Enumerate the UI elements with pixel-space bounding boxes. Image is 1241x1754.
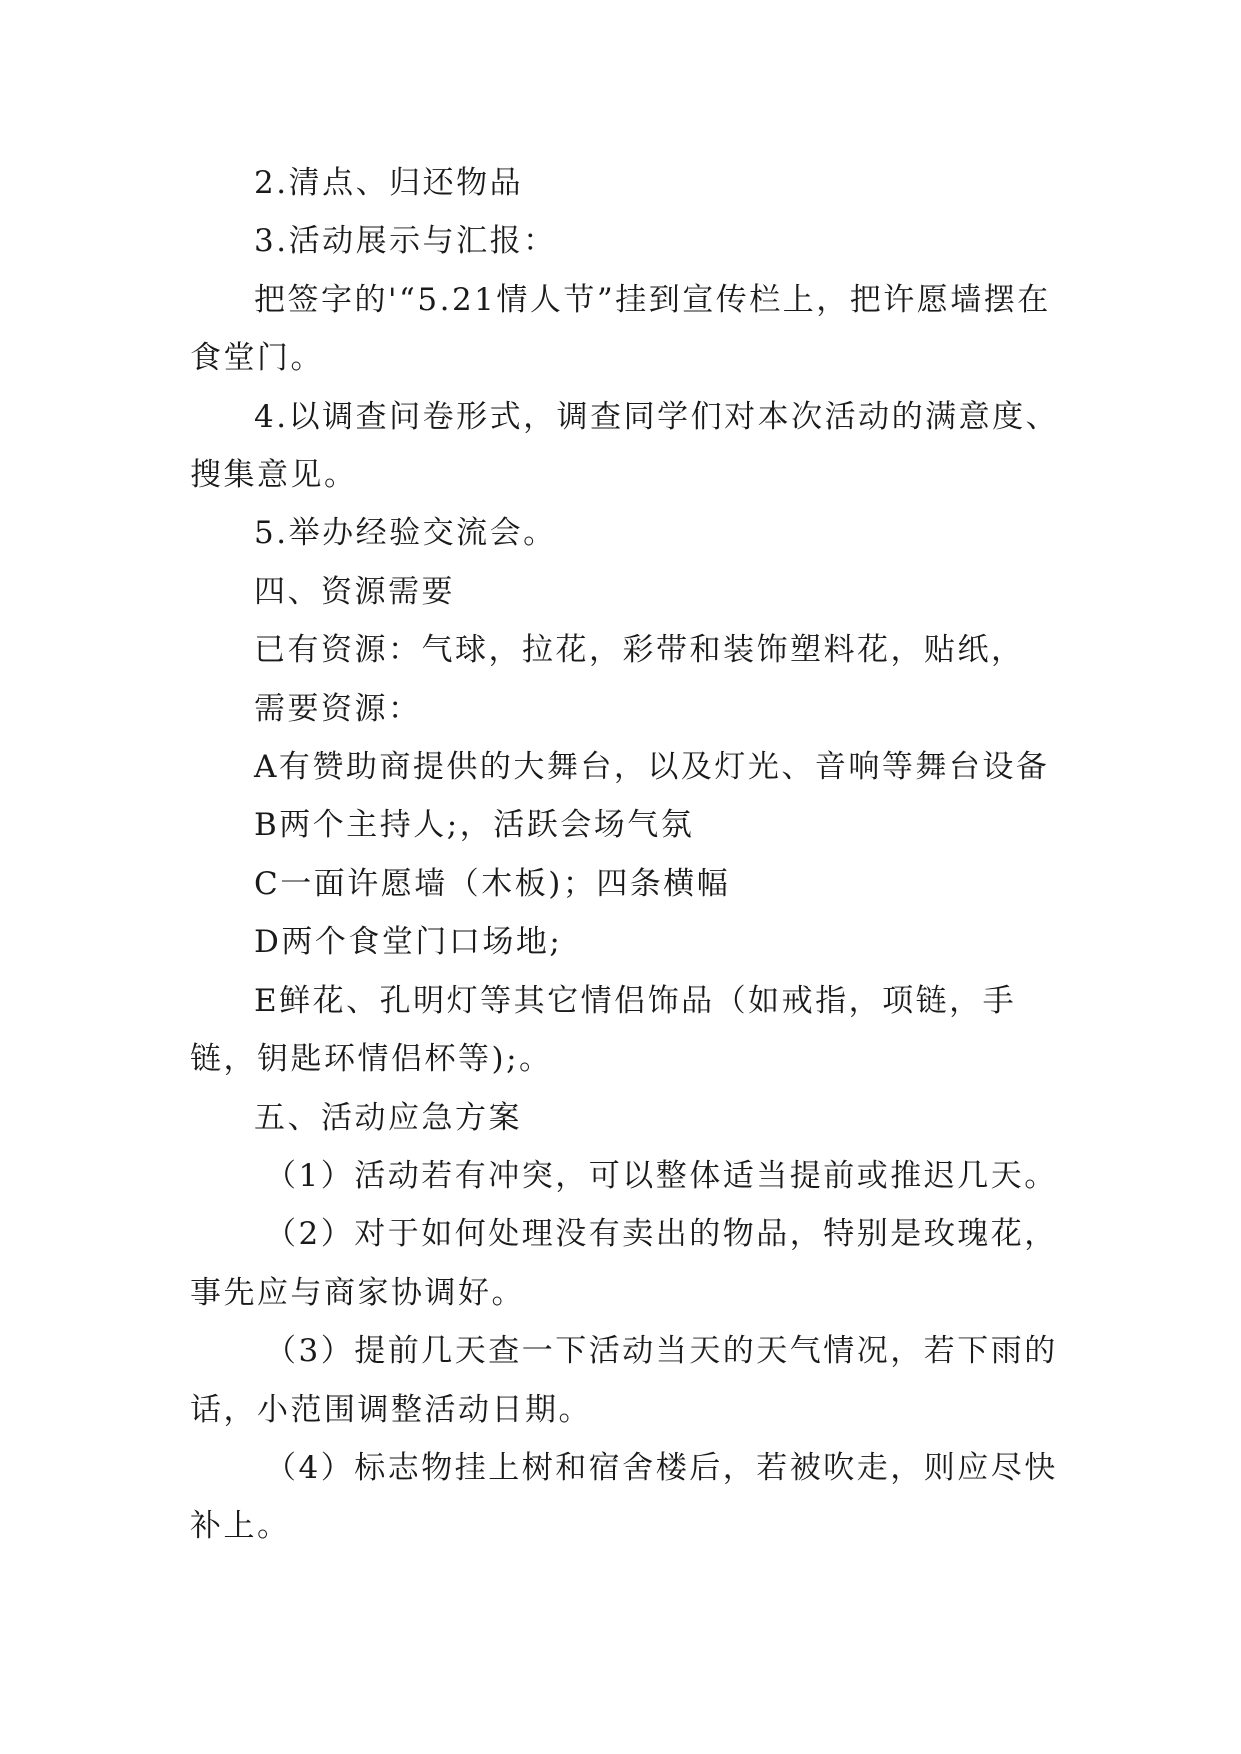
- emergency-item-2: （2）对于如何处理没有卖出的物品，特别是玫瑰花，事先应与商家协调好。: [190, 1216, 1058, 1311]
- resource-item-e: E鲜花、孔明灯等其它情侣饰品（如戒指，项链，手链，钥匙环情侣杯等);。: [190, 982, 1017, 1078]
- resource-item-c: C一面许愿墙（木板)；四条横幅: [254, 865, 731, 902]
- resource-item-b: B两个主持人;，活跃会场气氛: [254, 807, 695, 844]
- emergency-item-4: （4）标志物挂上树和宿舍楼后，若被吹走，则应尽快补上。: [190, 1449, 1058, 1545]
- paragraph-display-plan: 把签字的'“5.21情人节”挂到宣传栏上，把许愿墙摆在食堂门。: [190, 281, 1051, 377]
- resource-item-d: D两个食堂门口场地;: [254, 924, 563, 961]
- resource-item-a: A有赞助商提供的大舞台，以及灯光、音响等舞台设备: [254, 749, 1050, 786]
- paragraph-existing-resources: 已有资源：气球，拉花，彩带和装饰塑料花，贴纸，: [254, 632, 1025, 669]
- section-heading-emergency: 五、活动应急方案: [254, 1099, 522, 1136]
- paragraph-item-2: 2.清点、归还物品: [254, 165, 524, 201]
- paragraph-item-3: 3.活动展示与汇报：: [254, 223, 557, 260]
- section-heading-resources: 四、资源需要: [254, 573, 455, 610]
- emergency-item-1: （1）活动若有冲突，可以整体适当提前或推迟几天。: [265, 1157, 1058, 1194]
- document-body: [190, 154, 1080, 1556]
- paragraph-item-4: 4.以调查问卷形式，调查同学们对本次活动的满意度、搜集意见。: [190, 398, 1060, 494]
- paragraph-needed-resources: 需要资源：: [254, 690, 422, 727]
- paragraph-item-5: 5.举办经验交流会。: [254, 515, 557, 552]
- emergency-item-3: （3）提前几天查一下活动当天的天气情况，若下雨的话，小范围调整活动日期。: [190, 1333, 1058, 1428]
